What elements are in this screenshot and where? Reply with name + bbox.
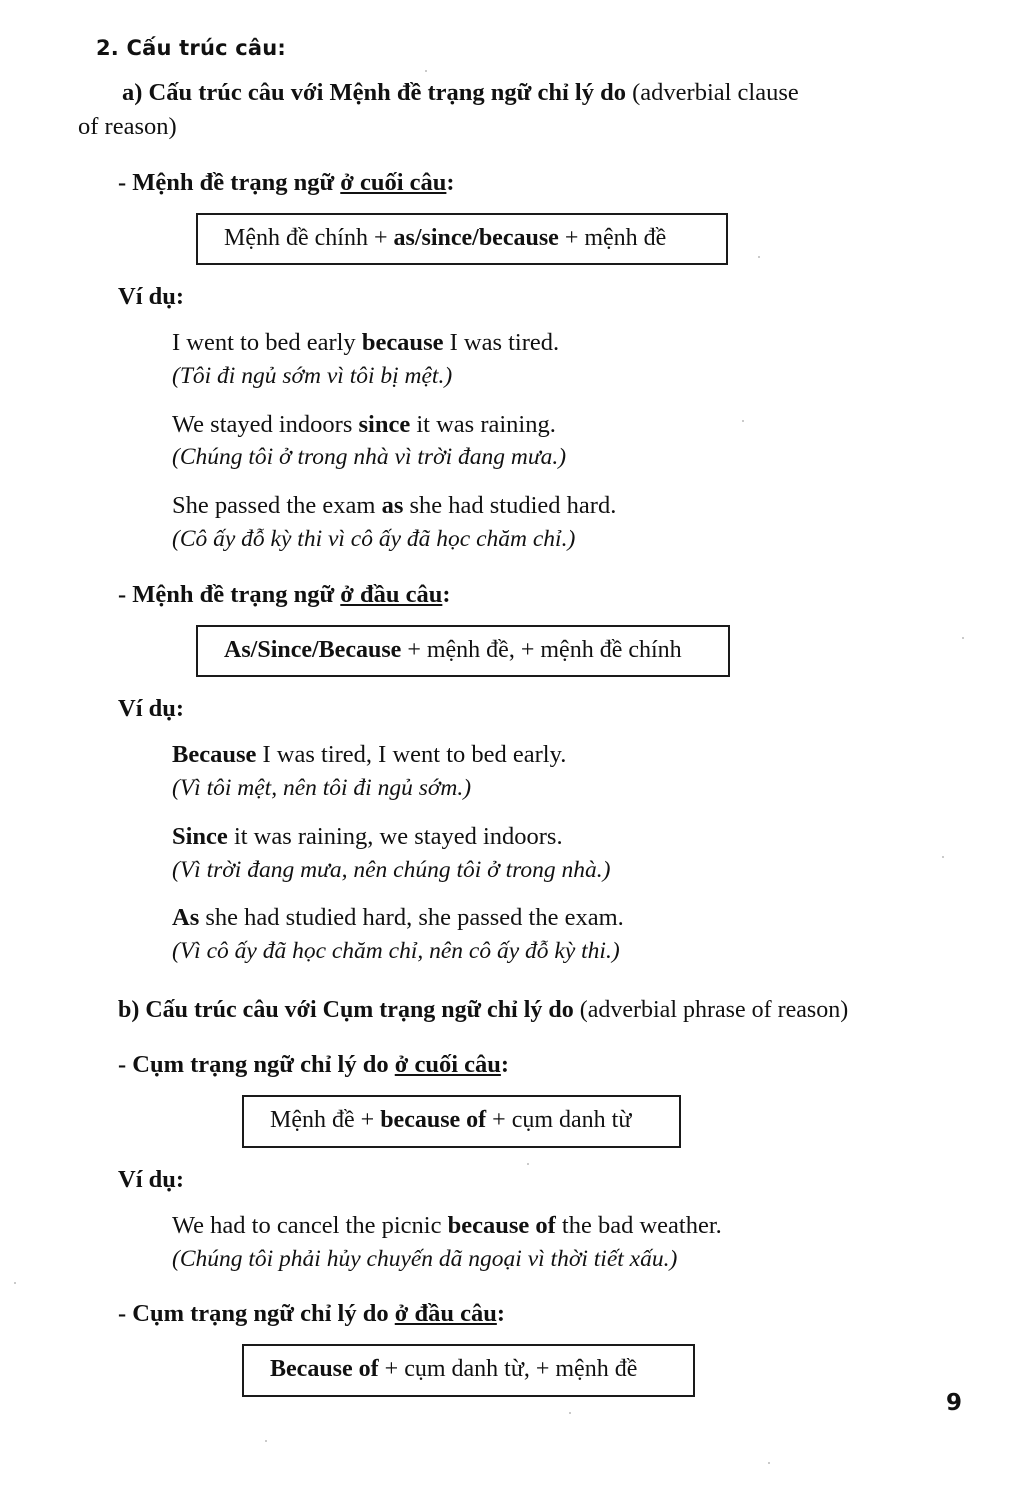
example-en-2-keyword: since <box>358 410 411 438</box>
formula-clause-start <box>196 625 730 677</box>
formula-phrase-start <box>242 1344 695 1396</box>
scan-speck <box>425 70 427 72</box>
example-en-6-post: she had studied hard, she passed the exam. <box>199 904 624 932</box>
formula-clause-start-wrap <box>0 611 1014 677</box>
example-vi-1: (Tôi đi ngủ sớm vì tôi bị mệt.) <box>172 362 453 389</box>
example-vi-4: (Vì tôi mệt, nên tôi đi ngủ sớm.) <box>172 775 472 802</box>
scan-speck <box>265 1440 267 1442</box>
formula-phrase-end-wrap <box>0 1081 1014 1147</box>
bullet-clause-start-text: - Mệnh đề trạng ngữ <box>118 580 341 608</box>
vidu-label-1: Ví dụ: <box>118 283 185 311</box>
example-group-6 <box>0 886 1014 968</box>
example-en-5-keyword: Since <box>172 822 228 850</box>
example-en-4-post: I was tired, I went to bed early. <box>256 741 567 769</box>
subsection-a-title-regular: (adverbial clause <box>632 79 799 106</box>
vidu-label-3: Ví dụ: <box>118 1165 185 1193</box>
example-en-6-keyword: As <box>172 904 200 932</box>
subsection-a-title-line2: of reason) <box>78 112 177 140</box>
example-en-3-keyword: as <box>381 492 404 520</box>
example-en-1 <box>172 327 1014 359</box>
example-en-7-post: the bad weather. <box>555 1211 722 1239</box>
example-vi-5: (Vì trời đang mưa, nên chúng tôi ở trong nhà.) <box>172 856 611 883</box>
example-en-1-keyword: because <box>361 329 444 357</box>
bullet-clause-end-underlined: ở cuối câu <box>340 168 447 196</box>
bullet-phrase-end-colon: : <box>500 1051 510 1079</box>
page-number: 9 <box>945 1390 962 1416</box>
example-group-7 <box>0 1194 1014 1276</box>
example-en-4-keyword: Because <box>172 741 257 769</box>
example-vi-6: (Vì cô ấy đã học chăm chỉ, nên cô ấy đỗ kỳ thi.) <box>172 938 620 965</box>
scan-speck <box>742 420 744 422</box>
bullet-phrase-end-text: - Cụm trạng ngữ chỉ lý do <box>118 1051 395 1079</box>
example-group-2 <box>0 393 1014 475</box>
example-group-4 <box>0 723 1014 805</box>
example-vi-7: (Chúng tôi phải hủy chuyến dã ngoại vì thời tiết xấu.) <box>172 1245 678 1272</box>
example-en-5 <box>172 821 1014 853</box>
example-en-7-keyword: because of <box>447 1211 556 1239</box>
formula-phrase-end <box>242 1095 681 1147</box>
formula-clause-end-part1: Mệnh đề chính + <box>224 224 394 251</box>
scan-speck <box>569 1412 571 1414</box>
scan-speck <box>527 1163 529 1165</box>
bullet-phrase-start <box>0 1275 1014 1330</box>
example-group-5 <box>0 805 1014 887</box>
example-en-2 <box>172 409 1014 441</box>
bullet-phrase-start-text: - Cụm trạng ngữ chỉ lý do <box>118 1300 395 1328</box>
formula-phrase-end-part1: Mệnh đề + <box>270 1107 381 1134</box>
subsection-b-title <box>0 968 1014 1026</box>
example-en-3-post: she had studied hard. <box>403 492 617 520</box>
example-en-5-post: it was raining, we stayed indoors. <box>227 822 563 850</box>
subsection-a-title <box>0 60 1014 110</box>
formula-phrase-start-keywords: Because of <box>270 1356 379 1383</box>
example-en-6 <box>172 902 1014 934</box>
bullet-clause-start-underlined: ở đầu câu <box>340 580 443 608</box>
example-group-1 <box>0 311 1014 393</box>
example-en-1-post: I was tired. <box>443 329 560 357</box>
formula-clause-start-keywords: As/Since/Because <box>224 636 402 663</box>
bullet-clause-start-colon: : <box>442 580 451 608</box>
formula-clause-end-wrap <box>0 199 1014 265</box>
example-en-4 <box>172 739 1014 771</box>
formula-phrase-start-wrap <box>0 1330 1014 1396</box>
bullet-clause-start <box>0 556 1014 611</box>
bullet-clause-end-text: - Mệnh đề trạng ngữ <box>118 168 341 196</box>
bullet-phrase-start-colon: : <box>496 1300 505 1328</box>
vidu-label-2: Ví dụ: <box>118 695 185 723</box>
formula-clause-end-keywords: as/since/because <box>393 224 559 251</box>
example-en-3-pre: She passed the exam <box>172 492 382 520</box>
scan-speck <box>962 637 964 639</box>
subsection-b-title-bold: b) Cấu trúc câu với Cụm trạng ngữ chỉ lý do <box>118 996 580 1023</box>
example-vi-2: (Chúng tôi ở trong nhà vì trời đang mưa.) <box>172 444 567 471</box>
example-en-3 <box>172 490 1014 522</box>
example-en-7 <box>172 1210 1014 1242</box>
formula-clause-start-rest: + mệnh đề, + mệnh đề chính <box>401 636 682 663</box>
formula-phrase-start-rest: + cụm danh từ, + mệnh đề <box>378 1356 638 1383</box>
scan-speck <box>758 256 760 258</box>
example-en-7-pre: We had to cancel the picnic <box>172 1211 448 1239</box>
formula-clause-end <box>196 213 728 265</box>
scan-speck <box>942 856 944 858</box>
example-en-1-pre: I went to bed early <box>172 329 362 357</box>
example-en-2-post: it was raining. <box>410 410 556 438</box>
example-en-2-pre: We stayed indoors <box>172 410 359 438</box>
subsection-b-title-regular: (adverbial phrase of reason) <box>579 996 849 1023</box>
scan-speck <box>768 1462 770 1464</box>
formula-phrase-end-part2: + cụm danh từ <box>486 1107 632 1134</box>
subsection-a-title-bold: a) Cấu trúc câu với Mệnh đề trạng ngữ chỉ lý do <box>122 79 633 106</box>
scan-speck <box>14 1282 16 1284</box>
section-heading: 2. Cấu trúc câu: <box>96 36 287 60</box>
formula-clause-end-part2: + mệnh đề <box>558 224 667 251</box>
bullet-phrase-end <box>0 1026 1014 1081</box>
formula-phrase-end-keywords: because of <box>380 1107 487 1134</box>
example-vi-3: (Cô ấy đỗ kỳ thi vì cô ấy đã học chăm chỉ.) <box>172 526 576 553</box>
example-group-3 <box>0 474 1014 556</box>
bullet-phrase-end-underlined: ở cuối câu <box>394 1051 501 1079</box>
bullet-clause-end-colon: : <box>446 168 455 196</box>
bullet-phrase-start-underlined: ở đầu câu <box>394 1300 497 1328</box>
bullet-clause-end <box>0 144 1014 199</box>
